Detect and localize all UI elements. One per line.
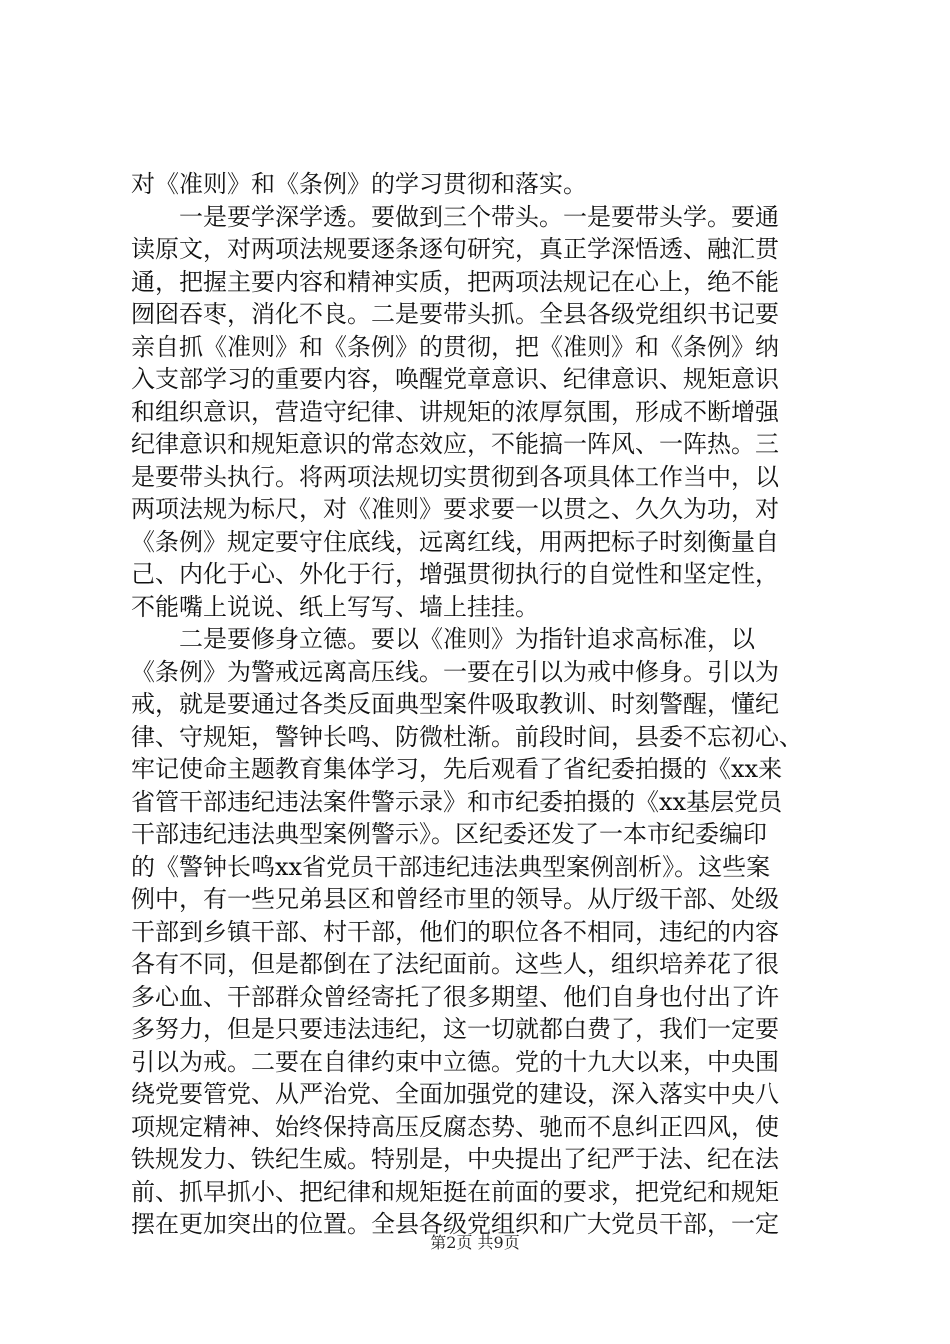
text-line: 囫囵吞枣，消化不良。二是要带头抓。全县各级党组织书记要	[131, 300, 779, 328]
text-line: 纪律意识和规矩意识的常态效应，不能搞一阵风、一阵热。三	[131, 430, 779, 458]
text-line: 通，把握主要内容和精神实质，把两项法规记在心上，绝不能	[131, 267, 779, 296]
text-line: 一是要学深学透。要做到三个带头。一是要带头学。要通	[131, 202, 779, 231]
text-line: 摆在更加突出的位置。全县各级党组织和广大党员干部，一定	[131, 1210, 779, 1238]
text-line: 入支部学习的重要内容，唤醒党章意识、纪律意识、规矩意识	[131, 365, 779, 393]
text-line: 和组织意识，营造守纪律、讲规矩的浓厚氛围，形成不断增强	[131, 397, 779, 426]
text-line: 多心血、干部群众曾经寄托了很多期望、他们自身也付出了许	[131, 982, 779, 1011]
text-line: 绕党要管党、从严治党、全面加强党的建设，深入落实中央八	[131, 1080, 779, 1108]
text-line: 《条例》为警戒远离高压线。一要在引以为戒中修身。引以为	[131, 657, 779, 686]
text-line: 是要带头执行。将两项法规切实贯彻到各项具体工作当中，以	[131, 462, 779, 491]
text-line: 牢记使命主题教育集体学习，先后观看了省纪委拍摄的《xx来	[131, 755, 783, 783]
text-line: 《条例》规定要守住底线，远离红线，用两把标子时刻衡量自	[131, 527, 779, 556]
text-line: 省管干部违纪违法案件警示录》和市纪委拍摄的《xx基层党员	[131, 787, 783, 816]
text-line: 的《警钟长鸣xx省党员干部违纪违法典型案例剖析》。这些案	[131, 852, 771, 881]
text-line: 亲自抓《准则》和《条例》的贯彻，把《准则》和《条例》纳	[131, 332, 779, 361]
text-line: 干部违纪违法典型案例警示》。区纪委还发了一本市纪委编印	[131, 820, 767, 848]
text-line: 对《准则》和《条例》的学习贯彻和落实。	[131, 170, 587, 198]
text-line: 项规定精神、始终保持高压反腐态势、驰而不息纠正四风，使	[131, 1112, 779, 1141]
text-line: 各有不同，但是都倒在了法纪面前。这些人，组织培养花了很	[131, 950, 779, 978]
text-line: 引以为戒。二要在自律约束中立德。党的十九大以来，中央围	[131, 1047, 779, 1076]
text-line: 多努力，但是只要违法违纪，这一切就都白费了，我们一定要	[131, 1015, 779, 1043]
text-line: 律、守规矩，警钟长鸣、防微杜渐。前段时间，县委不忘初心、	[131, 722, 803, 751]
text-line: 己、内化于心、外化于行，增强贯彻执行的自觉性和坚定性，	[131, 560, 779, 588]
text-line: 读原文，对两项法规要逐条逐句研究，真正学深悟透、融汇贯	[131, 235, 779, 263]
text-line: 前、抓早抓小、把纪律和规矩挺在前面的要求，把党纪和规矩	[131, 1177, 779, 1206]
text-line: 铁规发力、铁纪生威。特别是，中央提出了纪严于法、纪在法	[131, 1145, 779, 1173]
text-line: 两项法规为标尺，对《准则》要求要一以贯之、久久为功，对	[131, 495, 779, 523]
body-text	[131, 168, 831, 1241]
text-line: 干部到乡镇干部、村干部，他们的职位各不相同，违纪的内容	[131, 917, 779, 946]
text-line: 二是要修身立德。要以《准则》为指针追求高标准，以	[131, 625, 755, 653]
text-line: 戒，就是要通过各类反面典型案件吸取教训、时刻警醒，懂纪	[131, 690, 779, 718]
text-line: 例中，有一些兄弟县区和曾经市里的领导。从厅级干部、处级	[131, 885, 779, 913]
text-line: 不能嘴上说说、纸上写写、墙上挂挂。	[131, 592, 539, 621]
page-footer: 第2页 共9页	[430, 1233, 520, 1252]
